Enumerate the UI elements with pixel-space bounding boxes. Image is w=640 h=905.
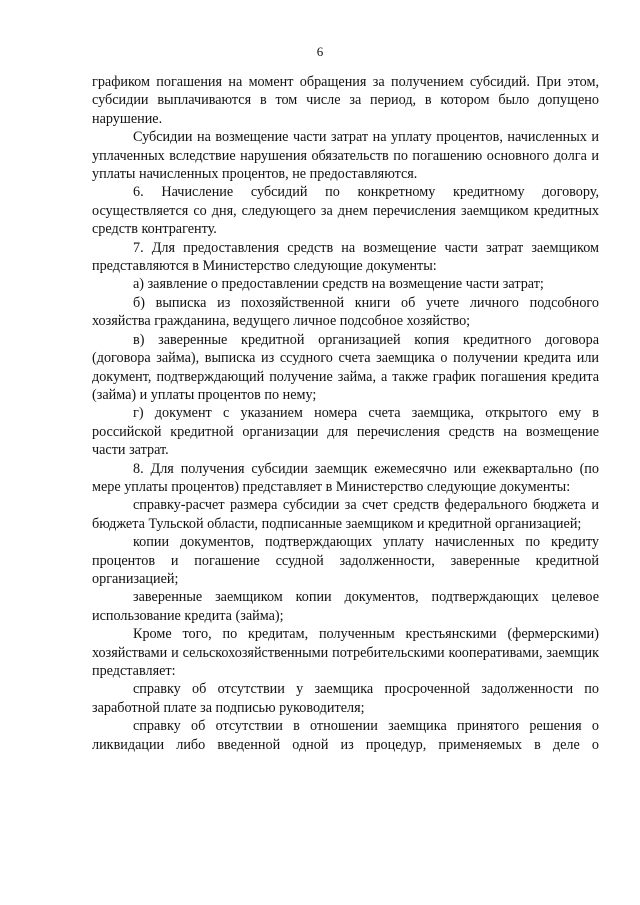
paragraph-calculation-certificate: справку-расчет размера субсидии за счет средств федерального бюджета и бюджета Тульской области, подписанные заемщиком и кредитной организацией; — [92, 497, 599, 532]
paragraph-item-8: 8. Для получения субсидии заемщик ежемесячно или ежеквартально (по мере уплаты процентов) представляет в Министерство следующие документы: — [92, 460, 599, 495]
paragraph-payment-documents: копии документов, подтверждающих уплату начисленных по кредиту процентов и погашение ссудной задолженности, заверенные кредитной организацией; — [92, 534, 599, 587]
paragraph-subsidy-exclusion: Субсидии на возмещение части затрат на уплату процентов, начисленных и уплаченных вследствие нарушения обязательств по погашению основного долга и уплаты начисленных процентов, не предоставляются. — [92, 129, 599, 183]
paragraph-continued: графиком погашения на момент обращения за получением субсидий. При этом, субсидии выплачиваются в том числе за период, в котором было допущено нарушение. — [92, 74, 599, 127]
paragraph-item-7: 7. Для предоставления средств на возмещение части затрат заемщиком представляются в Министерство следующие документы: — [92, 239, 599, 275]
paragraph-item-7b: б) выписка из похозяйственной книги об учете личного подсобного хозяйства гражданина, ведущего личное подсобное хозяйство; — [92, 294, 599, 330]
paragraph-farm-loans: Кроме того, по кредитам, полученным крестьянскими (фермерскими) хозяйствами и сельскохозяйственными потребительскими кооперативами, заемщик представляет: — [92, 626, 599, 679]
paragraph-wage-arrears-certificate: справку об отсутствии у заемщика просроченной задолженности по заработной плате за подписью руководителя; — [92, 681, 599, 716]
paragraph-item-7g: г) документ с указанием номера счета заемщика, открытого ему в российской кредитной организации для перечисления средств на возмещение части затрат. — [92, 405, 599, 459]
page-number: 6 — [316, 44, 324, 59]
paragraph-liquidation-certificate: справку об отсутствии в отношении заемщика принятого решения о ликвидации либо введенной одной из процедур, применяемых в деле о — [92, 718, 599, 753]
paragraph-target-use-documents: заверенные заемщиком копии документов, подтверждающих целевое использование кредита (займа); — [92, 589, 599, 624]
paragraph-item-6: 6. Начисление субсидий по конкретному кредитному договору, осуществляется со дня, следующего за днем перечисления заемщиком кредитных средств контрагенту. — [92, 184, 599, 238]
paragraph-item-7a: а) заявление о предоставлении средств на возмещение части затрат; — [133, 276, 544, 293]
paragraph-item-7v: в) заверенные кредитной организацией копия кредитного договора (договора займа), выписка из ссудного счета заемщика о получении кредита или документ, подтверждающий получение займа, а также график погашения кредита (займа) и уплаты процентов по нему; — [92, 331, 599, 403]
document-body — [92, 73, 599, 754]
